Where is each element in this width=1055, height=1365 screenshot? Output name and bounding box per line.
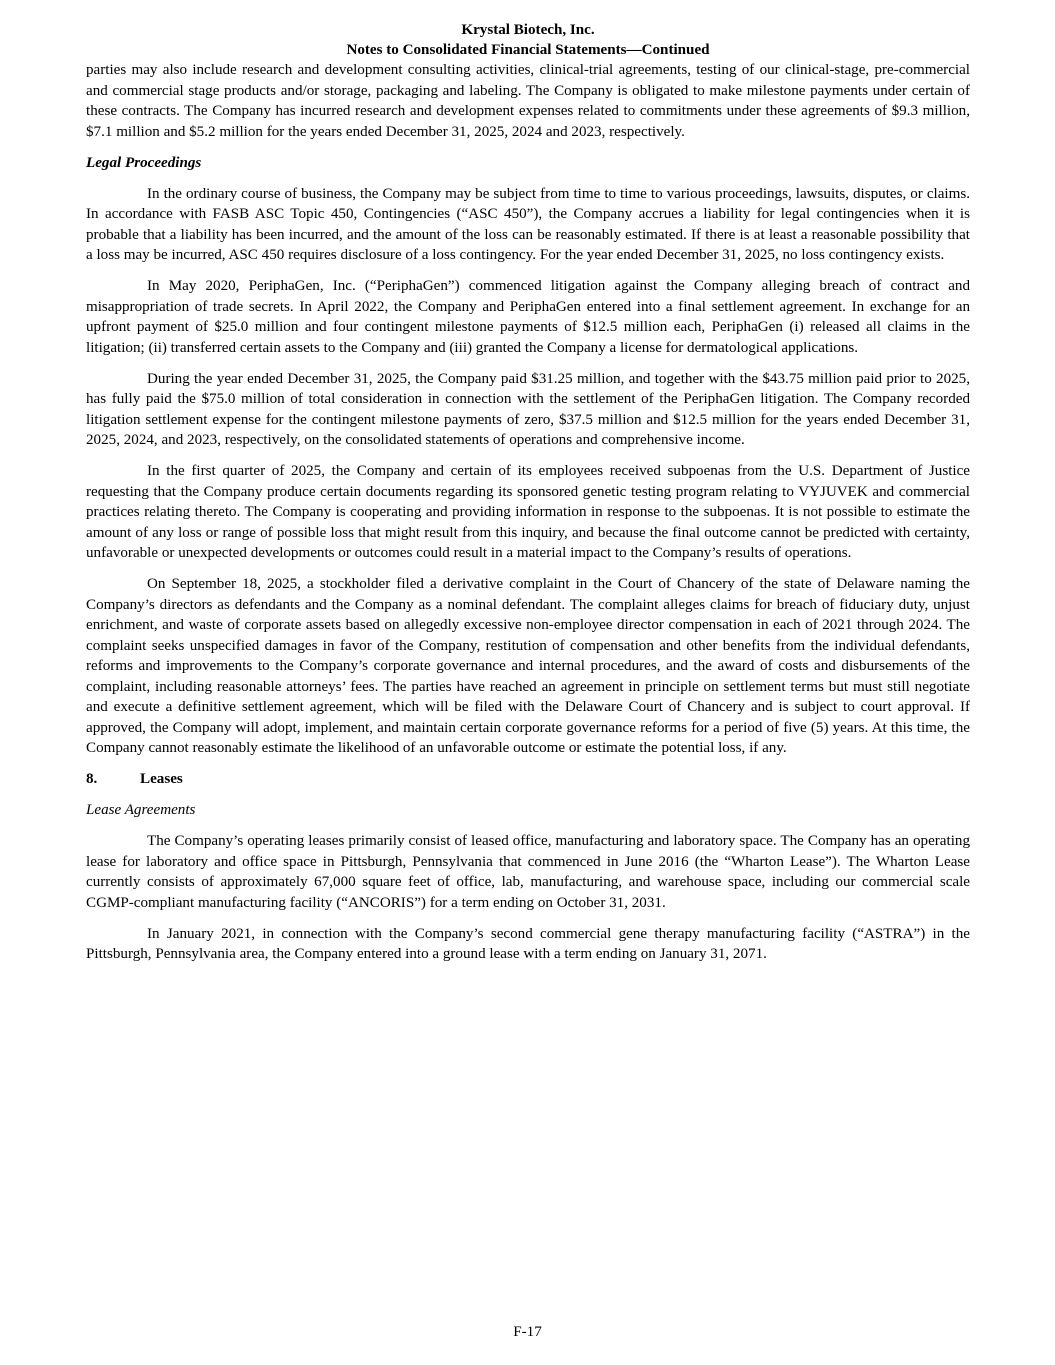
section-number: 8.: [86, 771, 98, 787]
lease-agreements-heading: Lease Agreements: [86, 802, 196, 818]
paragraph-derivative-complaint: On September 18, 2025, a stockholder filed a derivative complaint in the Court of Chancery of the state of Delaware naming the Company’s directors as defendants and the Company as a nominal defendant. The complaint alleges claims for breach of fiduciary duty, unjust enrichment, and waste of corporate assets based on allegedly excessive non-employee director compensation in each of 2021 through 2024. The complaint seeks unspecified damages in favor of the Company, restitution of compensation and other benefits from the individual defendants, reforms and improvements to the Company’s corporate governance and internal procedures, and the award of costs and disbursements of the complaint, including reasonable attorneys’ fees. The parties have reached an agreement in principle on settlement terms but must still negotiate and execute a definitive settlement agreement, which will be filed with the Delaware Court of Chancery and is subject to court approval. If approved, the Company will adopt, implement, and maintain certain corporate governance reforms for a period of five (5) years. At this time, the Company cannot reasonably estimate the likelihood of an unfavorable outcome or estimate the potential loss, if any.: [86, 576, 970, 756]
paragraph-astra-lease: In January 2021, in connection with the Company’s second commercial gene therapy manufacturing facility (“ASTRA”) in the Pittsburgh, Pennsylvania area, the Company entered into a ground lease with a term ending on January 31, 2071.: [86, 925, 970, 962]
document-page: [86, 20, 970, 975]
paragraph-commitments: parties may also include research and development consulting activities, clinical-trial agreements, testing of our clinical-stage, pre-commercial and commercial stage products and/or storage, packaging and labeling. The Company is obligated to make milestone payments under certain of these contracts. The Company has incurred research and development expenses related to commitments under these agreements of $9.3 million, $7.1 million and $5.2 million for the years ended December 31, 2025, 2024 and 2023, respectively.: [86, 62, 970, 140]
legal-proceedings-heading: Legal Proceedings: [86, 154, 202, 171]
paragraph-periphagen-litigation: In May 2020, PeriphaGen, Inc. (“PeriphaGen”) commenced litigation against the Company alleging breach of contract and misappropriation of trade secrets. In April 2022, the Company and PeriphaGen entered into a final settlement agreement. In exchange for an upfront payment of $25.0 million and four contingent milestone payments of $12.5 million each, PeriphaGen (i) released all claims in the litigation; (ii) transferred certain assets to the Company and (iii) granted the Company a license for dermatological applications.: [86, 278, 970, 356]
page-subtitle: Notes to Consolidated Financial Statements—Continued: [346, 42, 710, 58]
section-title: Leases: [140, 771, 183, 787]
page-number: F-17: [513, 1324, 542, 1340]
company-name: Krystal Biotech, Inc.: [461, 22, 595, 38]
paragraph-subpoenas: In the first quarter of 2025, the Company and certain of its employees received subpoenas from the U.S. Department of Justice requesting that the Company produce certain documents regarding its sponsored genetic testing program relating to VYJUVEK and commercial practices relating thereto. The Company is cooperating and providing information in response to the subpoenas. It is not possible to estimate the amount of any loss or range of possible loss that might result from this inquiry, and because the final outcome cannot be predicted with certainty, unfavorable or unexpected developments or outcomes could result in a material impact to the Company’s results of operations.: [86, 463, 970, 561]
paragraph-wharton-lease: The Company’s operating leases primarily consist of leased office, manufacturing and laboratory space. The Company has an operating lease for laboratory and office space in Pittsburgh, Pennsylvania that commenced in June 2016 (the “Wharton Lease”). The Wharton Lease currently consists of approximately 67,000 square feet of office, lab, manufacturing, and warehouse space, including our commercial scale CGMP-compliant manufacturing facility (“ANCORIS”) for a term ending on October 31, 2031.: [86, 833, 970, 911]
paragraph-periphagen-payments: During the year ended December 31, 2025, the Company paid $31.25 million, and together with the $43.75 million paid prior to 2025, has fully paid the $75.0 million of total consideration in connection with the settlement of the PeriphaGen litigation. The Company recorded litigation settlement expense for the contingent milestone payments of zero, $37.5 million and $12.5 million for the years ended December 31, 2025, 2024, and 2023, respectively, on the consolidated statements of operations and comprehensive income.: [86, 370, 970, 448]
paragraph-contingencies: In the ordinary course of business, the Company may be subject from time to time to various proceedings, lawsuits, disputes, or claims. In accordance with FASB ASC Topic 450, Contingencies (“ASC 450”), the Company accrues a liability for legal contingencies when it is probable that a liability has been incurred, and the amount of the loss can be reasonably estimated. If there is at least a reasonable possibility that a loss may be incurred, ASC 450 requires disclosure of a loss contingency. For the year ended December 31, 2025, no loss contingency exists.: [86, 185, 970, 263]
section-heading-leases: [86, 769, 970, 790]
page-header: [86, 20, 970, 60]
